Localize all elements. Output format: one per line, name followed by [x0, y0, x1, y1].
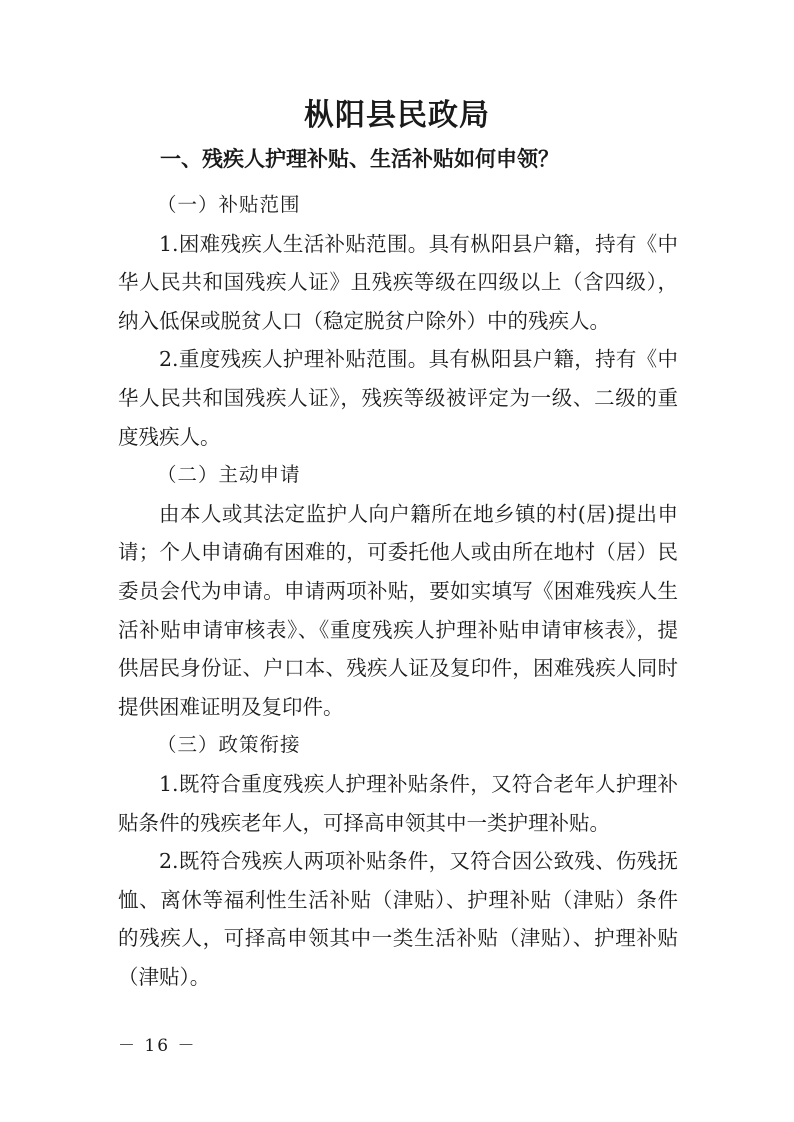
section-heading: 一、残疾人护理补贴、生活补贴如何申领？ [160, 147, 559, 171]
paragraph-scope-living-subsidy: 1.困难残疾人生活补贴范围。具有枞阳县户籍，持有《中华人民共和国残疾人证》且残疾等级在四级以上（含四级），纳入低保或脱贫人口（稳定脱贫户除外）中的残疾人。 [118, 231, 678, 333]
document-title: 枞阳县民政局 [304, 98, 490, 133]
subsection-heading-policy: （三）政策衔接 [157, 733, 301, 757]
subsection-heading-scope: （一）补贴范围 [157, 193, 301, 216]
paragraph-policy-other-benefits: 2.既符合残疾人两项补贴条件，又符合因公致残、伤残抚恤、离休等福利性生活补贴（津贴）、护理补贴（津贴）条件的残疾人，可择高申领其中一类生活补贴（津贴）、护理补贴（津贴）。 [118, 849, 678, 989]
page-number: － 16 － [118, 1036, 197, 1056]
document-body [118, 186, 678, 996]
paragraph-scope-care-subsidy: 2.重度残疾人护理补贴范围。具有枞阳县户籍，持有《中华人民共和国残疾人证》，残疾等级被评定为一级、二级的重度残疾人。 [118, 347, 678, 449]
subsection-heading-application: （二）主动申请 [157, 463, 301, 487]
paragraph-application: 由本人或其法定监护人向户籍所在地乡镇的村(居)提出申请；个人申请确有困难的，可委托他人或由所在地村（居）民委员会代为申请。申请两项补贴，要如实填写《困难残疾人生活补贴申请审核表》、《重度残疾人护理补贴申请审核表》，提供居民身份证、户口本、残疾人证及复印件，困难残疾人同时提供困难证明及复印件。 [118, 501, 678, 719]
paragraph-policy-elderly: 1.既符合重度残疾人护理补贴条件，又符合老年人护理补贴条件的残疾老年人，可择高申领其中一类护理补贴。 [118, 771, 678, 835]
